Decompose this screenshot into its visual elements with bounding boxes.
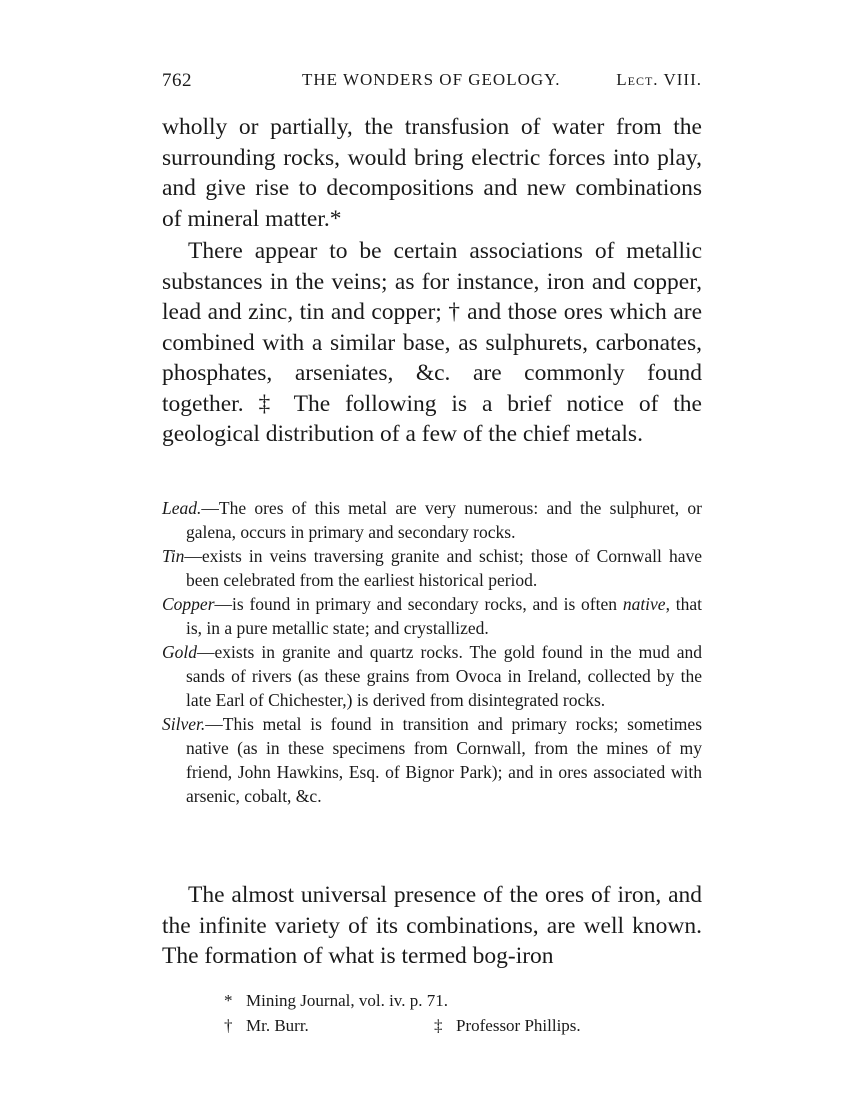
footnote-2 [224,1013,309,1038]
footnotes [224,988,702,1038]
metal-description: —exists in granite and quartz rocks. The gold found in the mud and sands of rivers (as these grains from Ovoca in Ireland, collected by the late Earl of Chichester,) is derived from disintegrated rocks. [186,642,702,710]
paragraph-metal-associations [162,236,702,450]
metal-note-copper [162,592,702,640]
metal-term: Tin [162,546,185,566]
paragraph-text: The almost universal presence of the ores of iron, and the infinite variety of its combinations, are well known. The formation of what is termed bog-iron [162,882,702,969]
metal-description: —This metal is found in transition and primary rocks; sometimes native (as in these specimens from Cornwall, from the mines of my friend, John Hawkins, Esq. of Bignor Park); and in ores associated with arsenic, cobalt, &c. [186,714,702,806]
running-header [162,70,702,94]
metal-term: Silver. [162,714,206,734]
paragraph-text: wholly or partially, the transfusion of water from the surrounding rocks, would bring electric forces into play, and give rise to decompositions and new combinations of mineral matter.* [162,114,702,232]
footnote-1 [224,988,702,1013]
metal-term: Gold [162,642,197,662]
footnote-mark: † [224,1016,233,1035]
metal-term: Lead. [162,498,202,518]
footnote-mark: ‡ [434,1016,443,1035]
footnote-text: Professor Phillips. [456,1016,581,1035]
metal-description: —exists in veins traversing granite and schist; those of Cornwall have been celebrated from the earliest historical period. [184,546,702,590]
metal-note-silver [162,712,702,808]
running-title: THE WONDERS OF GEOLOGY. [302,70,561,89]
footnote-row [224,1013,702,1038]
metal-term: Copper [162,594,215,614]
paragraph-continuation [162,112,702,234]
footnote-text: Mining Journal, vol. iv. p. 71. [246,991,448,1010]
metal-note-lead [162,496,702,544]
metal-note-gold [162,640,702,712]
metal-emphasis: native [622,594,666,614]
metal-description-cont: , that is, in a pure metallic state; and crystallized. [186,594,702,638]
page-number: 762 [162,70,192,91]
footnote-3 [434,1013,581,1038]
paragraph-iron [162,880,702,972]
metal-note-tin [162,544,702,592]
metal-description: —is found in primary and secondary rocks, and is often [214,594,623,614]
lecture-label: Lect. VIII. [616,70,702,89]
metal-description: —The ores of this metal are very numerous: and the sulphuret, or galena, occurs in primary and secondary rocks. [186,498,702,542]
metal-notes [162,496,702,808]
footnote-mark: * [224,991,233,1010]
footnote-text: Mr. Burr. [246,1016,309,1035]
paragraph-text: There appear to be certain associations of metallic substances in the veins; as for instance, iron and copper, lead and zinc, tin and copper; † and those ores which are combined with a similar base, as sulphurets, carbonates, phosphates, arseniates, &c. are commonly found together. ‡ The following is a brief notice of the geological distribution of a few of the chief metals. [162,238,702,447]
